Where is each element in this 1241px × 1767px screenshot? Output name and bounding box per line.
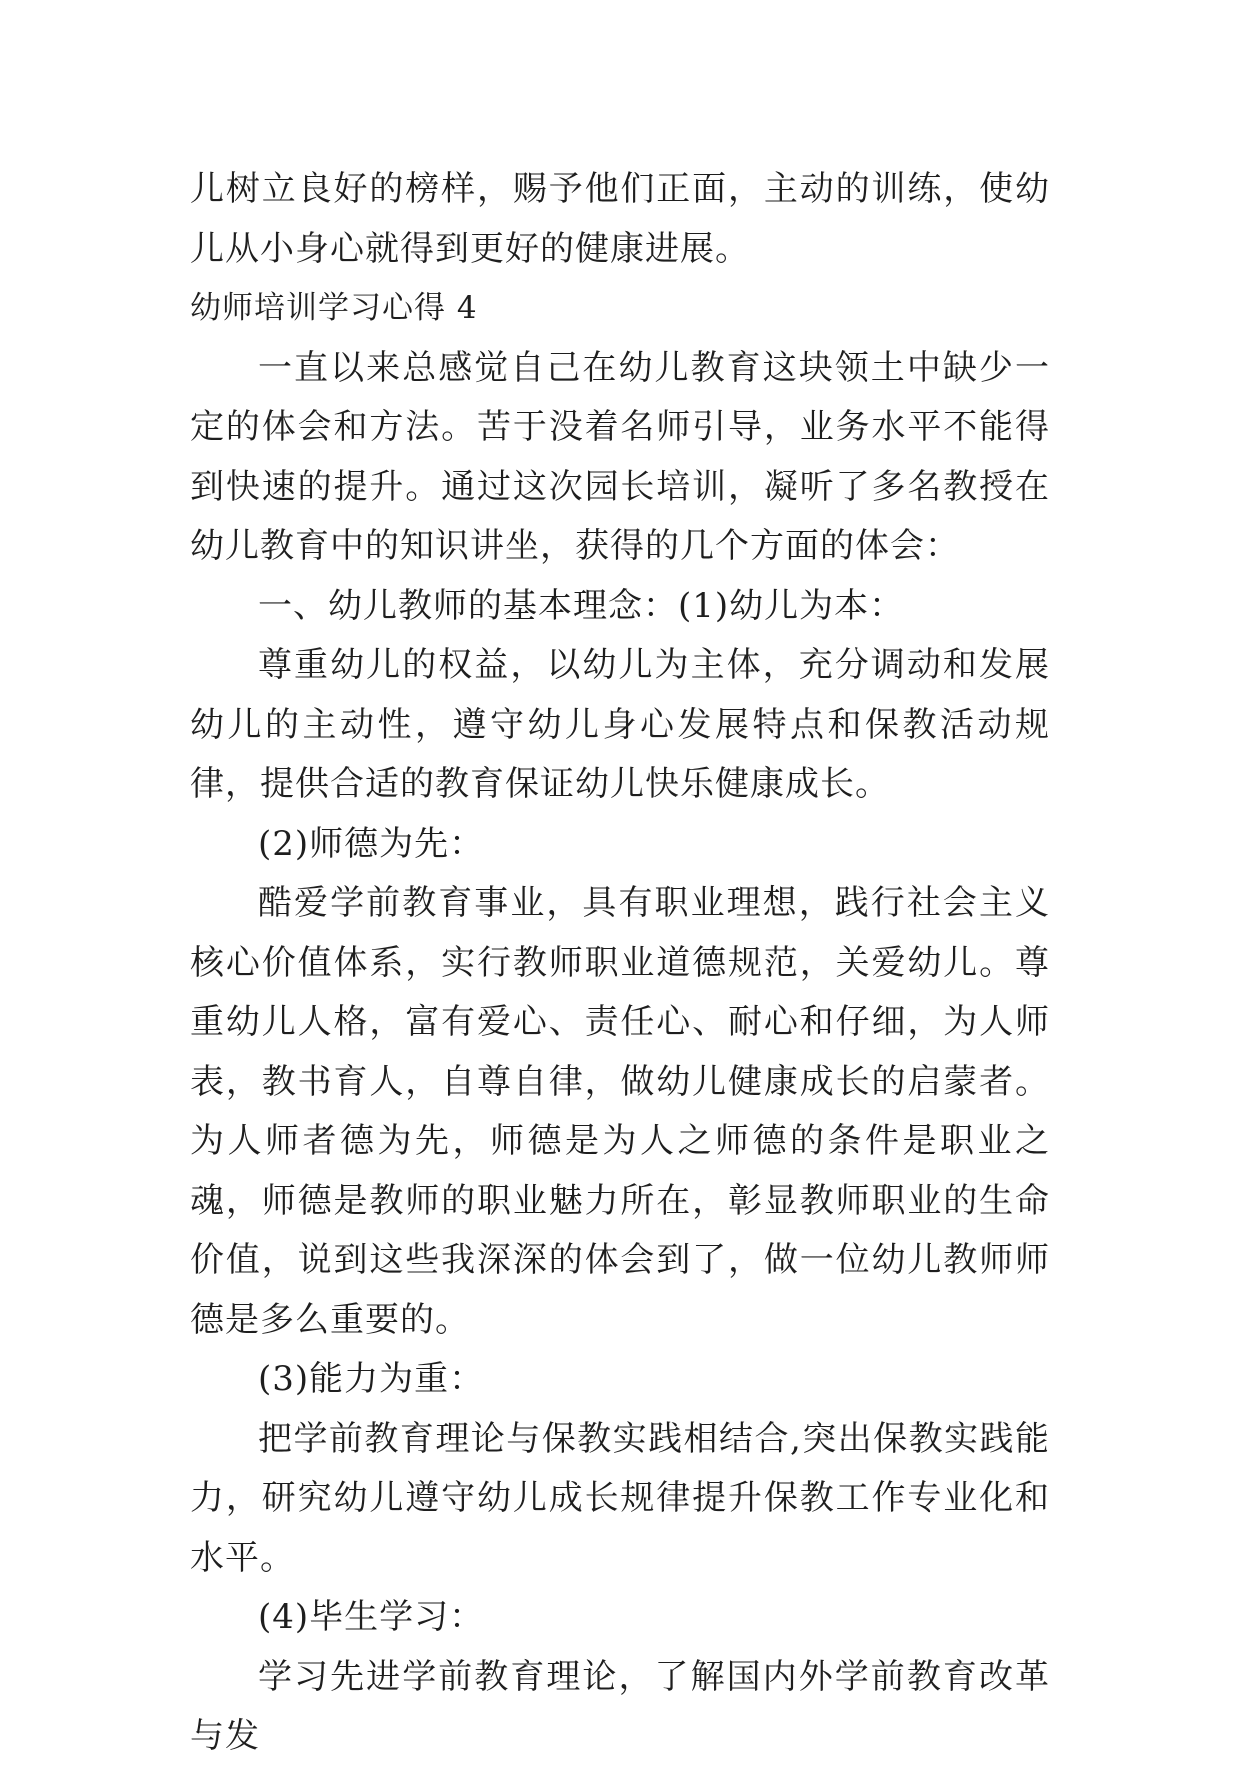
paragraph-continuation: 儿树立良好的榜样，赐予他们正面，主动的训练，使幼儿从小身心就得到更好的健康进展。 bbox=[190, 169, 1050, 269]
paragraph-body-1: 尊重幼儿的权益，以幼儿为主体，充分调动和发展幼儿的主动性，遵守幼儿身心发展特点和保教活动规律，提供合适的教育保证幼儿快乐健康成长。 bbox=[190, 645, 1050, 804]
paragraph-heading-3: (3)能力为重： bbox=[258, 1359, 485, 1399]
paragraph-heading-1: 一、幼儿教师的基本理念：(1)幼儿为本： bbox=[258, 585, 905, 626]
paragraph-body-4: 学习先进学前教育理论，了解国内外学前教育改革与发 bbox=[190, 1656, 1050, 1756]
paragraph-intro: 一直以来总感觉自己在幼儿教育这块领土中缺少一定的体会和方法。苦于没着名师引导，业务水平不能得到快速的提升。通过这次园长培训，凝听了多名教授在幼儿教育中的知识讲坐，获得的几个方面的体会： bbox=[190, 347, 1050, 566]
paragraph-body-3: 把学前教育理论与保教实践相结合,突出保教实践能力，研究幼儿遵守幼儿成长规律提升保教工作专业化和水平。 bbox=[190, 1418, 1050, 1578]
section-title: 幼师培训学习心得 4 bbox=[190, 290, 478, 326]
paragraph-heading-4: (4)毕生学习： bbox=[258, 1597, 485, 1637]
paragraph-heading-2: (2)师德为先： bbox=[258, 823, 485, 864]
document-body bbox=[190, 160, 1050, 1767]
paragraph-body-2: 酷爱学前教育事业，具有职业理想，践行社会主义核心价值体系，实行教师职业道德规范，关爱幼儿。尊重幼儿人格，富有爱心、责任心、耐心和仔细，为人师表，教书育人，自尊自律，做幼儿健康成长的启蒙者。为人师者德为先，师德是为人之师德的条件是职业之魂，师德是教师的职业魅力所在，彰显教师职业的生命价值，说到这些我深深的体会到了，做一位幼儿教师师德是多么重要的。 bbox=[190, 883, 1050, 1340]
